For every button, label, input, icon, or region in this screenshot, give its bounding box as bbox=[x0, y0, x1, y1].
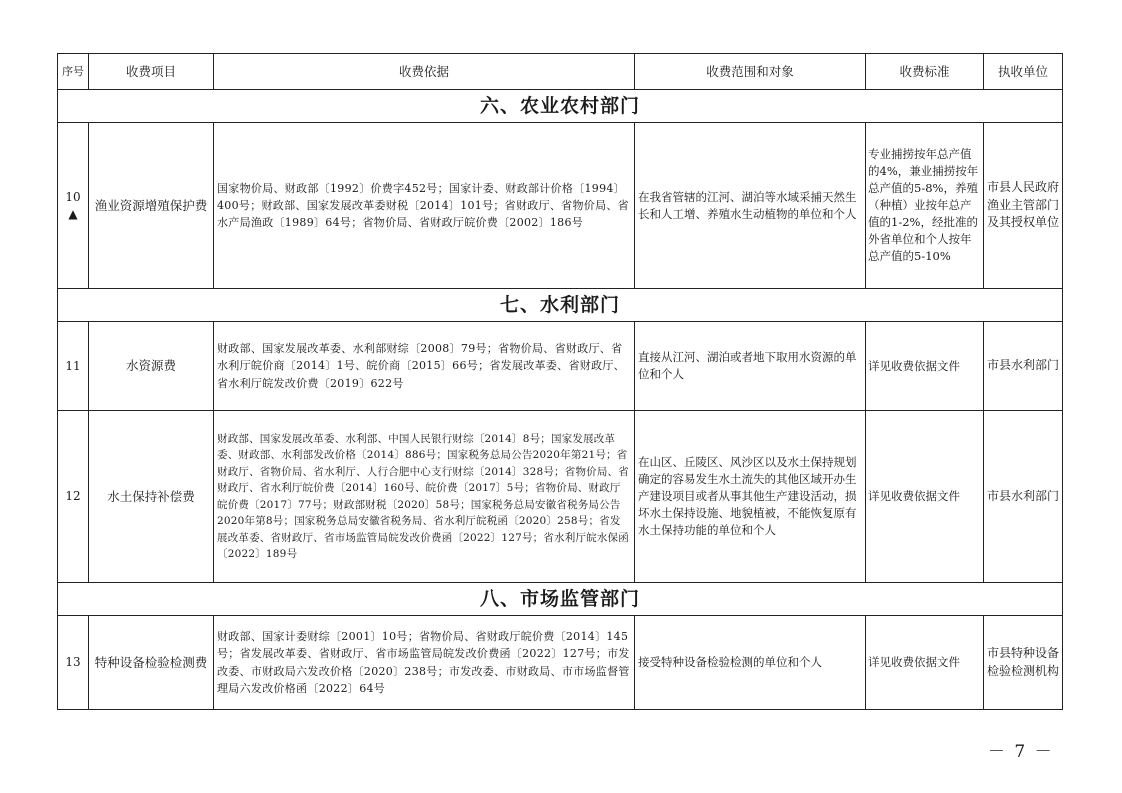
section-row bbox=[58, 583, 1063, 616]
section-row bbox=[58, 90, 1063, 123]
row-scope: 接受特种设备检验检测的单位和个人 bbox=[635, 616, 866, 710]
row-standard: 详见收费依据文件 bbox=[866, 322, 984, 411]
row-no: 13 bbox=[58, 616, 89, 710]
header-no: 序号 bbox=[58, 54, 89, 90]
row-standard: 专业捕捞按年总产值的4%，兼业捕捞按年总产值的5-8%，养殖（种植）业按年总产值的1-2%，经批准的外省单位和个人按年总产值的5-10% bbox=[866, 123, 984, 289]
header-basis: 收费依据 bbox=[214, 54, 635, 90]
row-no: 12 bbox=[58, 411, 89, 583]
page-number: － 7 － bbox=[988, 742, 1054, 762]
row-scope: 直接从江河、湖泊或者地下取用水资源的单位和个人 bbox=[635, 322, 866, 411]
row-basis: 国家物价局、财政部〔1992〕价费字452号；国家计委、财政部计价格〔1994〕400号；财政部、国家发展改革委财税〔2014〕101号；省财政厅、省物价局、省水产局渔政〔1989〕64号；省物价局、省财政厅皖价费〔2002〕186号 bbox=[214, 123, 635, 289]
header-row bbox=[58, 54, 1063, 90]
row-scope: 在山区、丘陵区、风沙区以及水土保持规划确定的容易发生水土流失的其他区域开办生产建设项目或者从事其他生产建设活动，损坏水土保持设施、地貌植被，不能恢复原有水土保持功能的单位和个人 bbox=[635, 411, 866, 583]
row-item: 渔业资源增殖保护费 bbox=[89, 123, 214, 289]
section-title-agriculture: 六、农业农村部门 bbox=[58, 90, 1063, 123]
row-no: 10 ▲ bbox=[58, 123, 89, 289]
header-unit: 执收单位 bbox=[984, 54, 1063, 90]
row-basis: 财政部、国家计委财综〔2001〕10号；省物价局、省财政厅皖价费〔2014〕145号；省发展改革委、省财政厅、省市场监管局皖发改价费函〔2022〕127号；市发改委、市财政局六发改价格〔2020〕238号；市发改委、市财政局、市市场监督管理局六发改价格函〔2022〕64号 bbox=[214, 616, 635, 710]
row-standard: 详见收费依据文件 bbox=[866, 411, 984, 583]
row-scope: 在我省管辖的江河、湖泊等水域采捕天然生长和人工增、养殖水生动植物的单位和个人 bbox=[635, 123, 866, 289]
header-standard: 收费标准 bbox=[866, 54, 984, 90]
row-basis: 财政部、国家发展改革委、水利部财综〔2008〕79号；省物价局、省财政厅、省水利厅皖价商〔2014〕1号、皖价商〔2015〕66号；省发展改革委、省财政厅、省水利厅皖发改价费〔2019〕622号 bbox=[214, 322, 635, 411]
table-row bbox=[58, 123, 1063, 289]
row-unit: 市县水利部门 bbox=[984, 322, 1063, 411]
section-title-water: 七、水利部门 bbox=[58, 289, 1063, 322]
row-unit: 市县特种设备检验检测机构 bbox=[984, 616, 1063, 710]
row-unit: 市县人民政府渔业主管部门及其授权单位 bbox=[984, 123, 1063, 289]
section-title-market: 八、市场监管部门 bbox=[58, 583, 1063, 616]
header-item: 收费项目 bbox=[89, 54, 214, 90]
row-no: 11 bbox=[58, 322, 89, 411]
row-item: 水资源费 bbox=[89, 322, 214, 411]
row-item: 水土保持补偿费 bbox=[89, 411, 214, 583]
table-row bbox=[58, 322, 1063, 411]
header-scope: 收费范围和对象 bbox=[635, 54, 866, 90]
row-standard: 详见收费依据文件 bbox=[866, 616, 984, 710]
section-row bbox=[58, 289, 1063, 322]
fee-table bbox=[57, 53, 1063, 710]
table-row bbox=[58, 616, 1063, 710]
row-unit: 市县水利部门 bbox=[984, 411, 1063, 583]
row-item: 特种设备检验检测费 bbox=[89, 616, 214, 710]
table-row bbox=[58, 411, 1063, 583]
row-basis: 财政部、国家发展改革委、水利部、中国人民银行财综〔2014〕8号；国家发展改革委、财政部、水利部发改价格〔2014〕886号；国家税务总局公告2020年第21号；省财政厅、省物价局、省水利厅、人行合肥中心支行财综〔2014〕328号；省物价局、省财政厅、省水利厅皖价费〔2014〕160号、皖价费〔2017〕5号；省物价局、财政厅皖价费〔2017〕77号；财政部财税〔2020〕58号；国家税务总局安徽省税务局公告2020年第8号；国家税务总局安徽省税务局、省水利厅皖税函〔2020〕258号；省发展改革委、省财政厅、省市场监管局皖发改价费函〔2022〕127号；省水利厅皖水保函〔2022〕189号 bbox=[214, 411, 635, 583]
